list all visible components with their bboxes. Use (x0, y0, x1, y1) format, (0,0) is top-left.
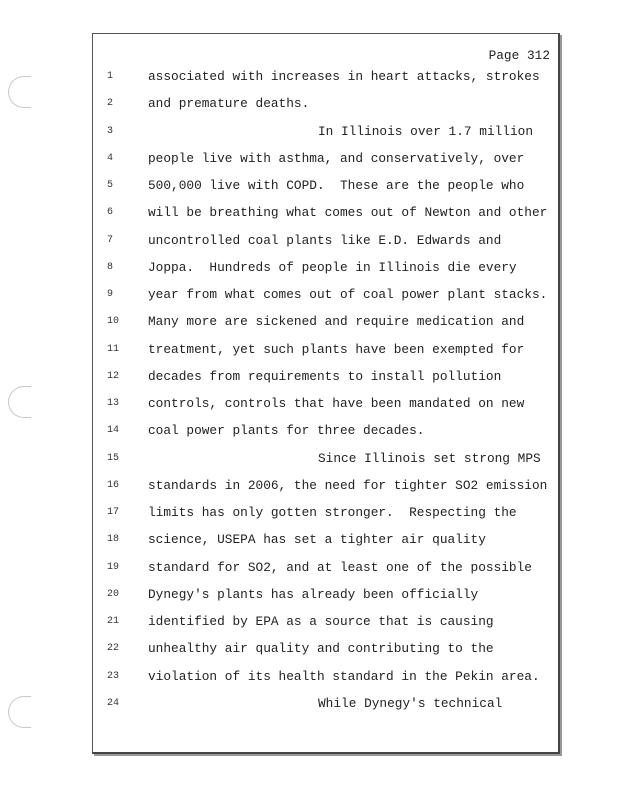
line-text: people live with asthma, and conservatively, over (148, 150, 525, 166)
line-text: Dynegy's plants has already been officially (148, 586, 479, 602)
line-number: 10 (107, 316, 120, 328)
page-number: Page 312 (488, 48, 550, 63)
line-text: and premature deaths. (148, 96, 310, 112)
line-number: 17 (107, 507, 120, 519)
line-number: 16 (107, 479, 120, 491)
line-number: 7 (107, 234, 114, 246)
line-text: standard for SO2, and at least one of the possible (148, 559, 532, 575)
line-text: 500,000 live with COPD. These are the people who (148, 178, 525, 194)
line-number: 14 (107, 425, 120, 437)
line-number: 23 (107, 670, 120, 682)
line-text: will be breathing what comes out of Newton and other (148, 205, 548, 221)
line-number: 15 (107, 452, 120, 464)
line-text: science, USEPA has set a tighter air quality (148, 532, 486, 548)
binder-hole (8, 386, 31, 418)
line-text: Joppa. Hundreds of people in Illinois die every (148, 259, 517, 275)
line-text: coal power plants for three decades. (148, 423, 425, 439)
line-number: 6 (107, 207, 114, 219)
line-number: 2 (107, 98, 114, 110)
line-number: 1 (107, 71, 114, 82)
line-text: year from what comes out of coal power plant stacks. (148, 287, 548, 303)
line-number: 21 (107, 616, 120, 628)
line-number: 13 (107, 398, 120, 410)
line-text: controls, controls that have been mandated on new (148, 396, 525, 412)
line-text: violation of its health standard in the Pekin area. (148, 668, 540, 684)
line-text: associated with increases in heart attacks, strokes (148, 69, 540, 84)
line-text: Since Illinois set strong MPS (318, 450, 541, 466)
line-number: 9 (107, 289, 114, 301)
line-number: 12 (107, 370, 120, 382)
transcript-page (92, 33, 560, 754)
line-number: 24 (107, 697, 120, 709)
line-text: While Dynegy's technical (318, 695, 503, 711)
line-text: Many more are sickened and require medication and (148, 314, 525, 330)
line-number: 11 (107, 343, 120, 355)
line-text: standards in 2006, the need for tighter SO2 emission (148, 477, 548, 493)
binder-hole (8, 696, 31, 728)
line-text: In Illinois over 1.7 million (318, 123, 534, 139)
line-text: unhealthy air quality and contributing to the (148, 641, 494, 657)
line-number: 4 (107, 152, 114, 164)
line-number: 8 (107, 261, 114, 273)
line-number: 5 (107, 180, 114, 192)
line-number: 22 (107, 643, 120, 655)
binder-hole (8, 76, 31, 108)
line-text: identified by EPA as a source that is causing (148, 614, 494, 630)
line-text: uncontrolled coal plants like E.D. Edwards and (148, 232, 502, 248)
line-number: 19 (107, 561, 120, 573)
line-number: 18 (107, 534, 120, 546)
line-number: 20 (107, 588, 120, 600)
line-text: decades from requirements to install pollution (148, 368, 502, 384)
line-number: 3 (107, 125, 114, 137)
line-text: limits has only gotten stronger. Respecting the (148, 505, 517, 521)
line-text: treatment, yet such plants have been exempted for (148, 341, 525, 357)
